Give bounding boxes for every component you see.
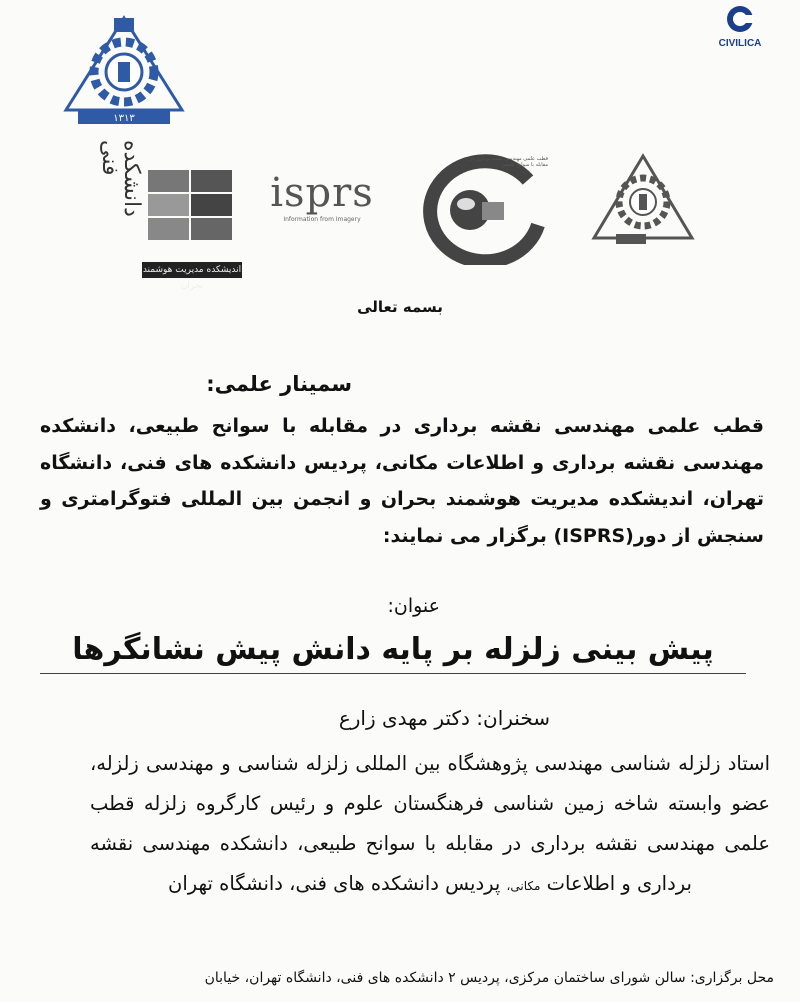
university-emblem-logo-small (588, 150, 698, 248)
civilica-label: CIVILICA (718, 38, 762, 49)
bio-part-1: استاد زلزله شناسی مهندسی پژوهشگاه بین المللی زلزله شناسی و مهندسی زلزله، عضو وابسته شاخه زمین شناسی فرهنگستان علوم و رئیس کارگروه زلزله قطب علمی مهندسی نقشه برداری در مقابله با سوانح طبیعی، دانشکده مهندسی نقشه برداری و اطلاعات (90, 752, 770, 895)
university-emblem-logo (58, 10, 190, 128)
center-of-excellence-logo (408, 150, 550, 265)
civilica-logo (700, 4, 780, 54)
faculty-of-engineering-logo (90, 140, 240, 255)
civilica-c-icon (725, 4, 755, 34)
speaker-line: سخنران: دکتر مهدی زارع (338, 706, 550, 730)
faculty-photo-collage (148, 170, 232, 240)
bio-part-2: پردیس دانشکده های فنی، دانشگاه تهران (168, 872, 501, 895)
isprs-tagline: Information from Imagery (283, 216, 361, 223)
seminar-title: سمینار علمی: (206, 372, 352, 396)
title-label: عنوان: (387, 595, 440, 617)
venue-line: محل برگزاری: سالن شورای ساختمان مرکزی، پردیس ۲ دانشکده های فنی، دانشگاه تهران، خیابان (204, 970, 774, 986)
bio-small-word: مکانی، (506, 879, 541, 893)
crisis-institute-label: اندیشکده مدیریت هوشمند بحران (142, 262, 242, 278)
isprs-logo (262, 170, 382, 240)
faculty-wordmark: دانشکده فنی (97, 140, 144, 217)
isprs-wordmark: isprs (270, 170, 374, 216)
speaker-bio (90, 744, 770, 906)
center-logo-caption: قطب علمی مهندسی نقشه برداری در مقابله با سوانح طبیعی (469, 156, 548, 168)
intro-paragraph: قطب علمی مهندسی نقشه برداری در مقابله با سوانح طبیعی، دانشکده مهندسی نقشه برداری و اطلاعات مکانی، پردیس دانشکده های فنی، دانشگاه تهران، اندیشکده مدیریت هوشمند بحران و انجمن بین المللی فتوگرامتری و سنجش از دور(ISPRS) برگزار می نمایند: (40, 415, 764, 547)
bismillah-heading: بسمه تعالی (357, 298, 443, 316)
emblem-years: ١٣١٣ (113, 113, 135, 124)
lecture-title: پیش بینی زلزله بر پایه دانش پیش نشانگرها (40, 632, 746, 674)
